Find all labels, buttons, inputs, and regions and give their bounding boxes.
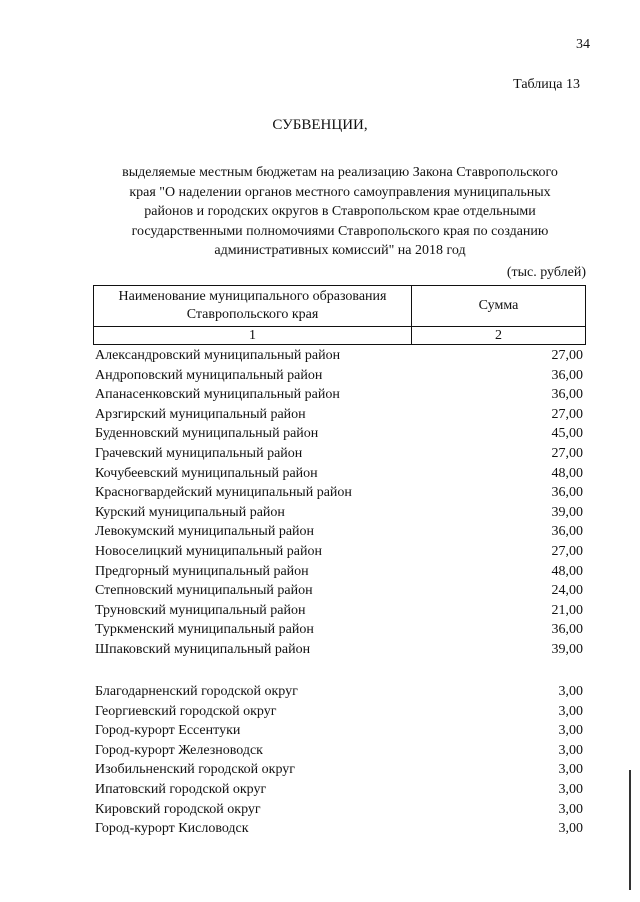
table-row	[95, 562, 585, 582]
row-name: Благодарненский городской округ	[95, 684, 298, 699]
row-value: 48,00	[551, 563, 583, 579]
table-row	[95, 721, 585, 741]
header-col-number-2: 2	[495, 327, 502, 343]
table-row	[95, 366, 585, 386]
table-row	[95, 800, 585, 820]
table-row	[95, 503, 585, 523]
units-label: (тыс. рублей)	[506, 265, 586, 280]
header-sum-column: Сумма	[412, 286, 585, 327]
header-name-column	[94, 286, 412, 327]
table-row	[95, 601, 585, 621]
row-name: Предгорный муниципальный район	[95, 563, 309, 579]
row-value: 48,00	[551, 465, 583, 481]
scan-edge-mark	[629, 770, 631, 890]
table-row	[95, 464, 585, 484]
okrugs-list	[95, 682, 585, 839]
row-value: 36,00	[551, 485, 583, 501]
document-subtitle	[95, 163, 585, 261]
row-value: 36,00	[551, 622, 583, 638]
table-row	[95, 819, 585, 839]
document-title: СУБВЕНЦИИ,	[272, 117, 368, 133]
row-name: Георгиевский городской округ	[95, 703, 277, 719]
subtitle-line: края "О наделении органов местного самоуправления муниципальных	[129, 184, 551, 200]
row-value: 36,00	[551, 367, 583, 383]
header-col-number-1: 1	[94, 327, 412, 344]
row-name: Буденновский муниципальный район	[95, 426, 319, 442]
row-value: 3,00	[558, 703, 583, 719]
row-name: Андроповский муниципальный район	[95, 367, 323, 383]
header-name-line: Наименование муниципального образования	[118, 289, 387, 304]
row-value: 27,00	[551, 348, 583, 363]
table-row	[95, 620, 585, 640]
row-name: Ипатовский городской округ	[95, 781, 267, 797]
row-name: Апанасенковский муниципальный район	[95, 387, 340, 403]
row-value: 27,00	[551, 406, 583, 422]
row-value: 36,00	[551, 524, 583, 540]
row-name: Труновский муниципальный район	[95, 602, 306, 618]
subtitle-line: административных комиссий" на 2018 год	[214, 243, 466, 258]
row-value: 3,00	[558, 781, 583, 797]
row-name: Город-курорт Кисловодск	[95, 821, 249, 837]
table-label: Таблица 13	[513, 77, 580, 92]
table-row	[95, 640, 585, 660]
row-value: 39,00	[551, 641, 583, 657]
row-value: 3,00	[558, 723, 583, 739]
subtitle-line: районов и городских округов в Ставропольском крае отдельными	[144, 204, 536, 219]
table-row	[95, 346, 585, 366]
row-value: 3,00	[558, 821, 583, 837]
row-value: 39,00	[551, 504, 583, 520]
page-number: 34	[576, 37, 590, 52]
row-name: Новоселицкий муниципальный район	[95, 543, 322, 559]
row-value: 24,00	[551, 583, 583, 599]
table-row	[95, 760, 585, 780]
table-row	[95, 405, 585, 425]
table-row	[95, 424, 585, 444]
row-value: 21,00	[551, 602, 583, 618]
row-name: Туркменский муниципальный район	[95, 622, 314, 638]
row-value: 45,00	[551, 426, 583, 442]
table-header	[93, 285, 586, 345]
row-name: Красногвардейский муниципальный район	[95, 485, 352, 501]
row-name: Кочубеевский муниципальный район	[95, 465, 318, 481]
row-name: Изобильненский городской округ	[95, 762, 296, 778]
row-name: Александровский муниципальный район	[95, 348, 341, 363]
row-value: 3,00	[558, 762, 583, 778]
table-row	[95, 581, 585, 601]
row-name: Арзгирский муниципальный район	[95, 406, 306, 422]
row-value: 3,00	[558, 742, 583, 758]
row-name: Город-курорт Ессентуки	[95, 723, 241, 739]
row-name: Грачевский муниципальный район	[95, 445, 303, 461]
row-value: 3,00	[558, 801, 583, 817]
table-row	[95, 780, 585, 800]
table-row	[95, 385, 585, 405]
row-name: Город-курорт Железноводск	[95, 742, 263, 758]
row-value: 27,00	[551, 543, 583, 559]
header-name-line: Ставропольского края	[186, 307, 319, 322]
table-row	[95, 444, 585, 464]
row-name: Шпаковский муниципальный район	[95, 641, 311, 657]
table-row	[95, 542, 585, 562]
table-row	[95, 483, 585, 503]
subtitle-line: государственными полномочиями Ставропольского края по созданию	[131, 223, 549, 239]
table-row	[95, 702, 585, 722]
districts-list	[95, 346, 585, 660]
table-row	[95, 682, 585, 702]
row-value: 3,00	[558, 684, 583, 699]
row-name: Степновский муниципальный район	[95, 583, 313, 599]
table-row	[95, 522, 585, 542]
row-value: 27,00	[551, 445, 583, 461]
subtitle-line: выделяемые местным бюджетам на реализацию Закона Ставропольского	[122, 165, 558, 180]
row-value: 36,00	[551, 387, 583, 403]
row-name: Курский муниципальный район	[95, 504, 285, 520]
table-row	[95, 741, 585, 761]
row-name: Левокумский муниципальный район	[95, 524, 315, 540]
row-name: Кировский городской округ	[95, 801, 261, 817]
